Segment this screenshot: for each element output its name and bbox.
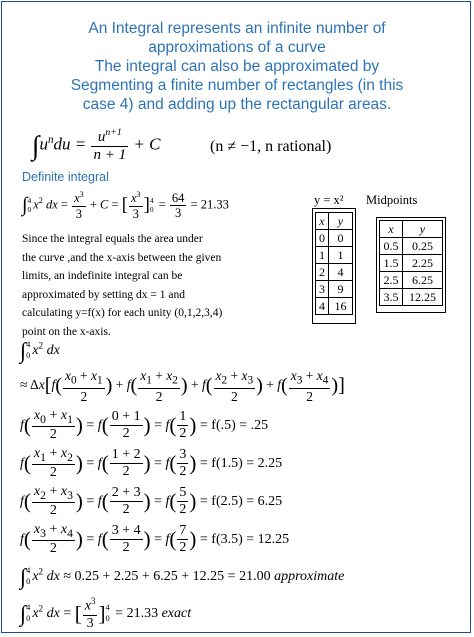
table-cell: 12.25: [402, 289, 442, 306]
table-cell: 3.5: [380, 289, 403, 306]
paragraph-line: calculating y=f(x) for each unity (0,1,2,3,4): [22, 307, 223, 320]
approximation-sum: ≈ 0.25 + 2.25 + 6.25 + 12.25 = 21.00: [63, 569, 271, 585]
header-cell: x: [380, 221, 403, 238]
table-row: [316, 230, 353, 247]
approximate-label: approximate: [274, 569, 345, 585]
table-cell: 4: [328, 264, 352, 281]
intro-line: case 4) and adding up the rectangular areas.: [82, 96, 392, 113]
exact-label: exact: [161, 606, 192, 622]
intro-line: The integral can also be approximated by: [94, 58, 380, 75]
table-cell: 0: [328, 230, 352, 247]
table-cell: 2: [316, 264, 329, 281]
paragraph-line: the curve ,and the x-axis between the given: [22, 251, 222, 264]
table-cell: 16: [328, 298, 352, 315]
table-row: [380, 238, 443, 255]
table-cell: 6.25: [402, 272, 442, 289]
midpoint-3-result: f(2.5) = 6.25: [211, 493, 283, 509]
table-row: [380, 272, 443, 289]
midpoint-3-equation: f( $\frac{x_2 + x_3}{2}$ ) = f( $\frac{2 + 3}{2}$ ) = f( $\frac{5}{2}$ ) = f(2.5) = 6.25: [20, 484, 283, 519]
table-cell: 3: [316, 281, 329, 298]
paragraph-line: Since the integral equals the area under: [22, 233, 203, 245]
fx-table: [315, 212, 353, 315]
power-rule-condition: (n ≠ −1, n rational): [210, 138, 332, 155]
definite-integral-label: Definite integral: [22, 170, 109, 184]
table-cell: 9: [328, 281, 352, 298]
intro-line: An Integral represents an infinite number of: [88, 20, 386, 37]
exact-value: = 21.33: [115, 606, 159, 622]
midpoint-4-equation: f( $\frac{x_3 + x_4}{2}$ ) = f( $\frac{3 + 4}{2}$ ) = f( $\frac{7}{2}$ ) = f(3.5) = 12.25: [20, 522, 290, 557]
table-cell: 0: [316, 230, 329, 247]
explanation-paragraph: [22, 230, 312, 342]
midpoint-2-result: f(1.5) = 2.25: [211, 455, 283, 471]
midpoint-2-equation: f( $\frac{x_1 + x_2}{2}$ ) = f( $\frac{1 + 2}{2}$ ) = f( $\frac{3}{2}$ ) = f(1.5) = 2.25: [20, 446, 283, 481]
table-header-row: [380, 221, 443, 238]
table-row: [380, 289, 443, 306]
table-cell: 1: [316, 247, 329, 264]
worksheet-page: [1, 1, 471, 633]
midpoints-table: [379, 220, 443, 306]
midpoint-4-result: f(3.5) = 12.25: [211, 531, 290, 547]
table-cell: 4: [316, 298, 329, 315]
approximation-line: ∫ 4 0 $x^2$ dx ≈ 0.25 + 2.25 + 6.25 + 12.25 = 21.00 approximate: [20, 564, 345, 589]
integral-statement: ∫ 4 0 $x^2$ dx: [20, 338, 60, 363]
power-rule-formula: $\int u^ndu$ = $\frac{u^{n+1}}{n + 1}$ + C: [32, 127, 161, 164]
table-header-row: [316, 213, 353, 230]
table-cell: 2.25: [402, 255, 442, 272]
exact-line: ∫ 4 0 $x^2$ dx = [ $\frac{x^3}{3}$ ] 4 0 = 21.33 exact: [20, 596, 192, 631]
paragraph-line: limits, an indefinite integral can be: [22, 270, 183, 283]
table-row: [316, 298, 353, 315]
table-cell: 1.5: [380, 255, 403, 272]
table-row: [316, 281, 353, 298]
paragraph-line: point on the x-axis.: [22, 325, 111, 338]
header-cell: y: [402, 221, 442, 238]
table-cell: 1: [328, 247, 352, 264]
fx-table-title: y = x²: [314, 193, 344, 207]
midpoints-table-title: Midpoints: [366, 193, 418, 207]
paragraph-line: approximated by setting dx = 1 and: [22, 288, 185, 301]
table-cell: 0.5: [380, 238, 403, 255]
intro-text: [12, 19, 462, 114]
midpoint-1-equation: f( $\frac{x_0 + x_1}{2}$ ) = f( $\frac{0 + 1}{2}$ ) = f( $\frac{1}{2}$ ) = f(.5) = .25: [20, 408, 269, 443]
header-cell: y: [328, 213, 352, 230]
midpoint-1-result: f(.5) = .25: [211, 417, 269, 433]
intro-line: approximations of a curve: [148, 39, 326, 56]
header-cell: x: [316, 213, 329, 230]
table-row: [316, 247, 353, 264]
definite-integral-equation: ∫ 4 0 $x^2$ dx = $\frac{x^3}{3}$ + C = [ $\frac{x^3}{3}$ ] 4 0 = $\frac{64}{3}$ = 21.33: [22, 190, 229, 221]
table-cell: 2.5: [380, 272, 403, 289]
intro-line: Segmenting a finite number of rectangles (in this: [70, 77, 404, 94]
table-cell: 0.25: [402, 238, 442, 255]
table-row: [380, 255, 443, 272]
midpoint-sum-expression: ≈ Δx[f( $\frac{x_0 + x_1}{2}$ ) + f( $\frac{x_1 + x_2}{2}$ ) + f( $\frac{x_2 + x_3}{2}$ ) + f( $\frac{x_3 + x_4}{2}$ )]: [20, 368, 345, 404]
table-row: [316, 264, 353, 281]
